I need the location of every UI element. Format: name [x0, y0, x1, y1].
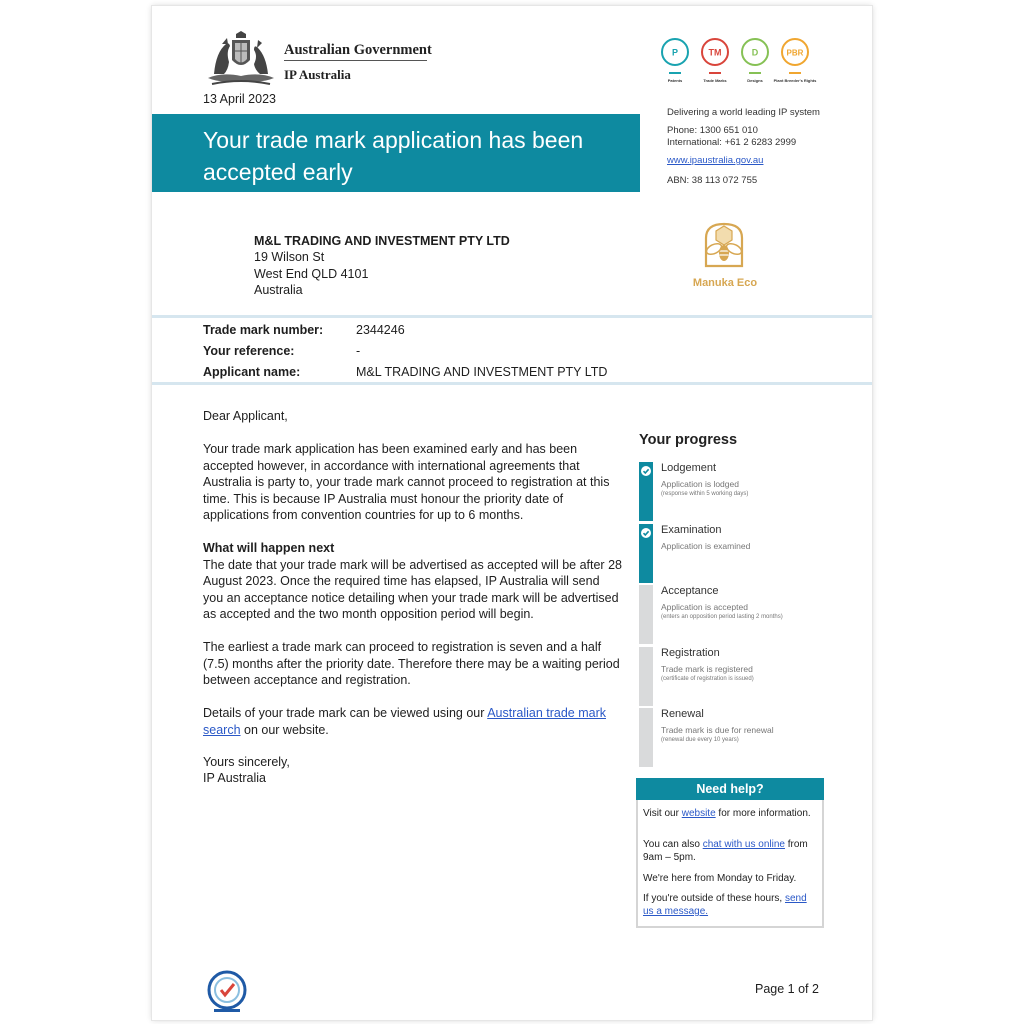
website-link[interactable]: www.ipaustralia.gov.au: [667, 155, 764, 166]
abn-number: ABN: 38 113 072 755: [667, 175, 758, 186]
ip-right-abbr: D: [751, 47, 759, 58]
progress-step-note: (enters an opposition period lasting 2 months): [661, 614, 783, 620]
section-divider: [152, 315, 872, 318]
help-message-text: If you're outside of these hours, send us a message.: [643, 893, 807, 917]
field-value-trade-mark-number: 2344246: [356, 323, 405, 337]
closing: Yours sincerely,: [203, 755, 290, 769]
ip-right-label: Designs: [747, 78, 763, 83]
field-value-applicant: M&L TRADING AND INVESTMENT PTY LTD: [356, 365, 608, 379]
field-value-reference: -: [356, 344, 361, 358]
progress-step-acceptance: Acceptance: [661, 585, 719, 597]
section-heading: What will happen next: [203, 541, 335, 555]
section-divider: [152, 382, 872, 385]
tagline: Delivering a world leading IP system: [667, 107, 820, 118]
recipient-city: West End QLD 4101: [254, 267, 369, 281]
progress-step-desc: Application is lodged: [661, 479, 739, 489]
progress-step-desc: Application is examined: [661, 541, 751, 551]
help-chat-text: You can also chat with us online from 9am – 5pm.: [643, 839, 808, 863]
header-divider: [284, 60, 427, 61]
paragraph-details: Details of your trade mark can be viewed using our Australian trade mark search on our website.: [203, 706, 606, 737]
progress-step-note: (renewal due every 10 years): [661, 737, 739, 743]
ip-right-label: Patents: [667, 78, 683, 83]
ip-right-abbr: TM: [708, 47, 722, 58]
letter-title: Your trade mark application has been accepted early: [203, 127, 584, 185]
progress-step-desc: Trade mark is due for renewal: [661, 725, 774, 735]
international-number: International: +61 2 6283 2999: [667, 137, 797, 148]
progress-step-examination: Examination: [661, 524, 722, 536]
ip-right-abbr: PBR: [786, 48, 804, 58]
ip-right-abbr: P: [671, 47, 679, 58]
field-label-trade-mark-number: Trade mark number:: [203, 323, 324, 337]
paragraph-intro: Your trade mark application has been examined early and has been accepted however, in accordance with international agreements that Australia is party to, your trade mark cannot proceed to registration at this time. This is because IP Australia must honour the priority date of applications from convention countries for up to 6 months.: [203, 442, 610, 522]
agency-name: IP Australia: [284, 67, 351, 82]
progress-step-registration: Registration: [661, 647, 720, 659]
help-website-text: Visit our website for more information.: [643, 808, 811, 819]
help-website-link[interactable]: website: [681, 808, 716, 819]
letter-page: [152, 6, 872, 1020]
help-title: Need help?: [636, 778, 824, 800]
phone-number: Phone: 1300 651 010: [667, 125, 758, 136]
progress-step-desc: Trade mark is registered: [661, 664, 753, 674]
progress-step-renewal: Renewal: [661, 708, 704, 720]
progress-bar-acceptance: [639, 585, 653, 644]
honey-bee-icon: [692, 220, 756, 270]
field-label-applicant: Applicant name:: [203, 365, 301, 379]
ip-rights-icons: [657, 36, 817, 98]
field-label-reference: Your reference:: [203, 344, 295, 358]
progress-title: Your progress: [639, 432, 738, 448]
recipient-street: 19 Wilson St: [254, 250, 325, 264]
recipient-country: Australia: [254, 283, 303, 297]
brand-logo-text: Manuka Eco: [692, 277, 758, 289]
checkmark-icon: [641, 466, 651, 476]
checkmark-icon: [641, 528, 651, 538]
page-number: Page 1 of 2: [755, 982, 819, 996]
recipient-name: M&L TRADING AND INVESTMENT PTY LTD: [254, 234, 510, 248]
help-hours-text: We're here from Monday to Friday.: [643, 873, 797, 884]
progress-step-desc: Application is accepted: [661, 602, 748, 612]
ip-right-p-icon: [662, 39, 688, 83]
certification-badge-icon: [202, 966, 252, 1016]
progress-bar-renewal: [639, 708, 653, 767]
coat-of-arms-icon: [202, 30, 280, 88]
progress-step-note: (response within 5 working days): [661, 491, 749, 497]
paragraph-next-steps: What will happen next The date that your trade mark will be advertised as accepted will be after 28 August 2023. Once the required time has elapsed, IP Australia will send you an acceptance notice detailing when your trade mark will be advertised as accepted and the two month opposition period will begin.: [203, 541, 622, 621]
trade-mark-search-link[interactable]: Australian trade mark search: [203, 706, 606, 737]
letter-date: 13 April 2023: [203, 92, 276, 106]
progress-step-note: (certificate of registration is issued): [661, 676, 754, 682]
ip-right-label: Trade Marks: [703, 78, 727, 83]
chat-online-link[interactable]: chat with us online: [702, 839, 785, 850]
progress-step-lodgement: Lodgement: [661, 462, 717, 474]
ip-right-label: Plant Breeder's Rights: [773, 78, 817, 83]
signoff: IP Australia: [203, 771, 267, 785]
government-name: Australian Government: [284, 42, 432, 58]
send-message-link[interactable]: send us a message.: [643, 893, 807, 917]
salutation: Dear Applicant,: [203, 409, 288, 423]
paragraph-registration: The earliest a trade mark can proceed to registration is seven and a half (7.5) months after the priority date. Therefore there may be a waiting period between acceptance and registration.: [203, 640, 620, 687]
ip-right-tm-icon: [702, 39, 728, 83]
ip-right-d-icon: [742, 39, 768, 83]
ip-right-pbr-icon: [774, 39, 817, 83]
progress-bar-registration: [639, 647, 653, 706]
